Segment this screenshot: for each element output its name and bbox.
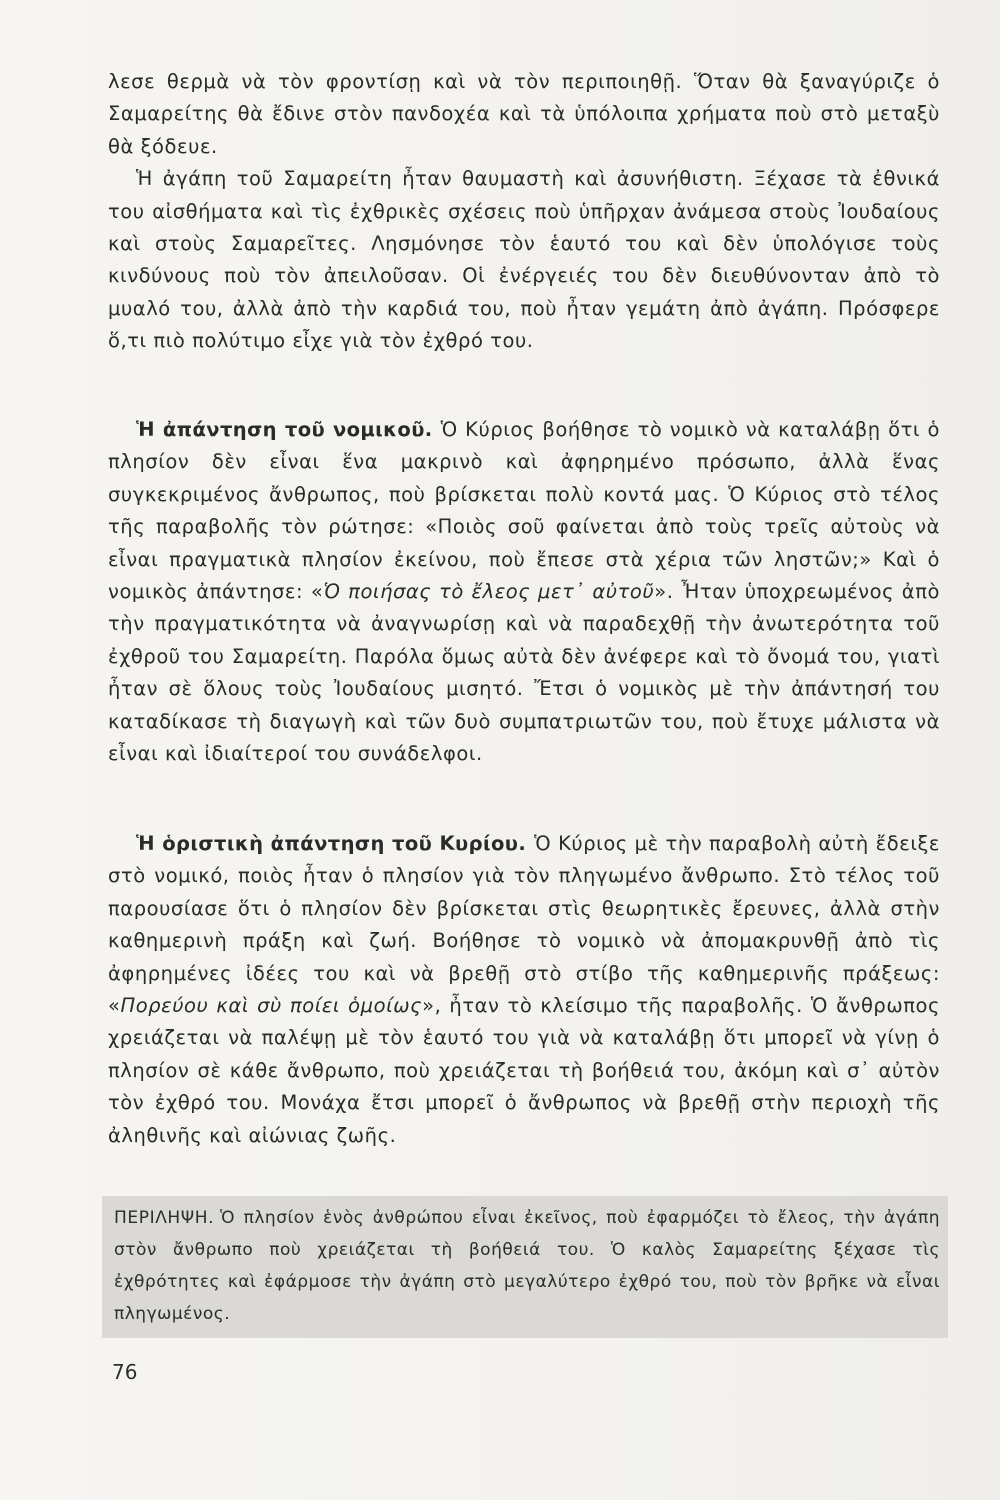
section-heading: Ἡ ἀπάντηση τοῦ νομικοῦ. <box>136 418 433 441</box>
paragraph-text: Ὁ Κύριος βοήθησε τὸ νομικὸ νὰ καταλάβῃ ὅτι ὁ πλησίον δὲν εἶναι ἕνα μακρινὸ καὶ ἀφηρημένο πρόσωπο, ἀλλὰ ἕνας συγκεκριμένος ἄνθρωπος, ποὺ βρίσκεται πολὺ κοντά μας. Ὁ Κύριος στὸ τέλος τῆς παραβολῆς τὸν ρώτησε: «Ποιὸς σοῦ φαίνεται ἀπὸ τοὺς τρεῖς αὐτοὺς νὰ εἶναι πραγματικὰ πλησίον ἐκείνου, ποὺ ἔπεσε στὰ χέρια τῶν ληστῶν;» Καὶ ὁ νομικὸς ἀπάντησε: « <box>108 418 940 604</box>
samaritan-love-paragraph: Ἡ ἀγάπη τοῦ Σαμαρείτη ἦταν θαυμαστὴ καὶ ἀσυνήθιστη. Ξέχασε τὰ ἐθνικά του αἰσθήματα καὶ τὶς ἐχθρικὲς σχέσεις ποὺ ὑπῆρχαν ἀνάμεσα στοὺς Ἰουδαίους καὶ στοὺς Σαμαρεῖτες. Λησμόνησε τὸν ἑαυτό του καὶ δὲν ὑπολόγισε τοὺς κινδύνους ποὺ τὸν ἀπειλοῦσαν. Οἱ ἐνέργειές του δὲν διευθύνονταν ἀπὸ τὸ μυαλό του, ἀλλὰ ἀπὸ τὴν καρδιά του, ποὺ ἦταν γεμάτη ἀπὸ ἀγάπη. Πρόσφερε ὅ,τι πιὸ πολύτιμο εἶχε γιὰ τὸν ἐχθρό του. <box>108 167 940 353</box>
summary-label: ΠΕΡΙΛΗΨΗ. <box>114 1208 215 1228</box>
scripture-quote: Πορεύου καὶ σὺ ποίει ὁμοίως <box>120 994 423 1018</box>
paragraph-text: ». Ἦταν ὑποχρεωμένος ἀπὸ τὴν πραγματικότητα νὰ ἀναγνωρίσῃ καὶ νὰ παραδεχθῇ τὴν ἀνωτερότητα τοῦ ἐχθροῦ του Σαμαρείτη. Παρόλα ὅμως αὐτὰ δὲν ἀνέφερε καὶ τὸ ὄνομά του, γιατὶ ἦταν σὲ ὅλους τοὺς Ἰουδαίους μισητό. Ἔτσι ὁ νομικὸς μὲ τὴν ἀπάντησή του καταδίκασε τὴ διαγωγὴ καὶ τῶν δυὸ συμπατριωτῶν του, ποὺ ἔτυχε μάλιστα νὰ εἶναι καὶ ἰδιαίτεροί του συνάδελφοι. <box>108 580 940 766</box>
summary-box <box>102 1196 948 1338</box>
lawyer-answer-paragraph <box>108 414 940 770</box>
lord-final-answer-section <box>108 828 940 1152</box>
opening-section <box>108 66 940 358</box>
scripture-quote: Ὁ ποιήσας τὸ ἔλεος μετ᾽ αὐτοῦ <box>323 580 655 604</box>
paragraph-text: Ὁ Κύριος μὲ τὴν παραβολὴ αὐτὴ ἔδειξε στὸ νομικό, ποιὸς ἦταν ὁ πλησίον γιὰ τὸν πληγωμένο ἄνθρωπο. Στὸ τέλος τοῦ παρουσίασε ὅτι ὁ πλησίον δὲν βρίσκεται στὶς θεωρητικὲς ἔρευνες, ἀλλὰ στὴν καθημερινὴ πράξη καὶ ζωή. Βοήθησε τὸ νομικὸ νὰ ἀπομακρυνθῇ ἀπὸ τὶς ἀφηρημένες ἰδέες του καὶ νὰ βρεθῇ στὸ στίβο τῆς καθημερινῆς πράξεως: « <box>108 832 940 1018</box>
continued-paragraph: λεσε θερμὰ νὰ τὸν φροντίσῃ καὶ νὰ τὸν περιποιηθῇ. Ὅταν θὰ ξαναγύριζε ὁ Σαμαρείτης θὰ ἔδινε στὸν πανδοχέα καὶ τὰ ὑπόλοιπα χρήματα ποὺ στὸ μεταξὺ θὰ ξόδευε. <box>108 70 940 158</box>
paragraph-text: », ἦταν τὸ κλείσιμο τῆς παραβολῆς. Ὁ ἄνθρωπος χρειάζεται νὰ παλέψῃ μὲ τὸν ἑαυτό του γιὰ νὰ καταλάβῃ ὅτι μπορεῖ νὰ γίνῃ ὁ πλησίον σὲ κάθε ἄνθρωπο, ποὺ χρειάζεται τὴ βοήθειά του, ἀκόμη καὶ σ᾽ αὐτὸν τὸν ἐχθρό του. Μονάχα ἔτσι μπορεῖ ὁ ἄνθρωπος νὰ βρεθῇ στὴν περιοχὴ τῆς ἀληθινῆς καὶ αἰώνιας ζωῆς. <box>108 994 941 1147</box>
summary-text: Ὁ πλησίον ἑνὸς ἀνθρώπου εἶναι ἐκεῖνος, ποὺ ἐφαρμόζει τὸ ἔλεος, τὴν ἀγάπη στὸν ἄνθρωπο ποὺ χρειάζεται τὴ βοήθειά του. Ὁ καλὸς Σαμαρείτης ξέχασε τὶς ἐχθρότητες καὶ ἐφάρμοσε τὴν ἀγάπη στὸ μεγαλύτερο ἐχθρό του, ποὺ τὸν βρῆκε νὰ εἶναι πληγωμένος. <box>114 1208 940 1324</box>
lawyer-answer-section <box>108 414 940 770</box>
lord-final-answer-paragraph <box>108 828 940 1152</box>
page-number: 76 <box>112 1360 138 1384</box>
section-heading: Ἡ ὁριστικὴ ἀπάντηση τοῦ Κυρίου. <box>136 832 527 855</box>
